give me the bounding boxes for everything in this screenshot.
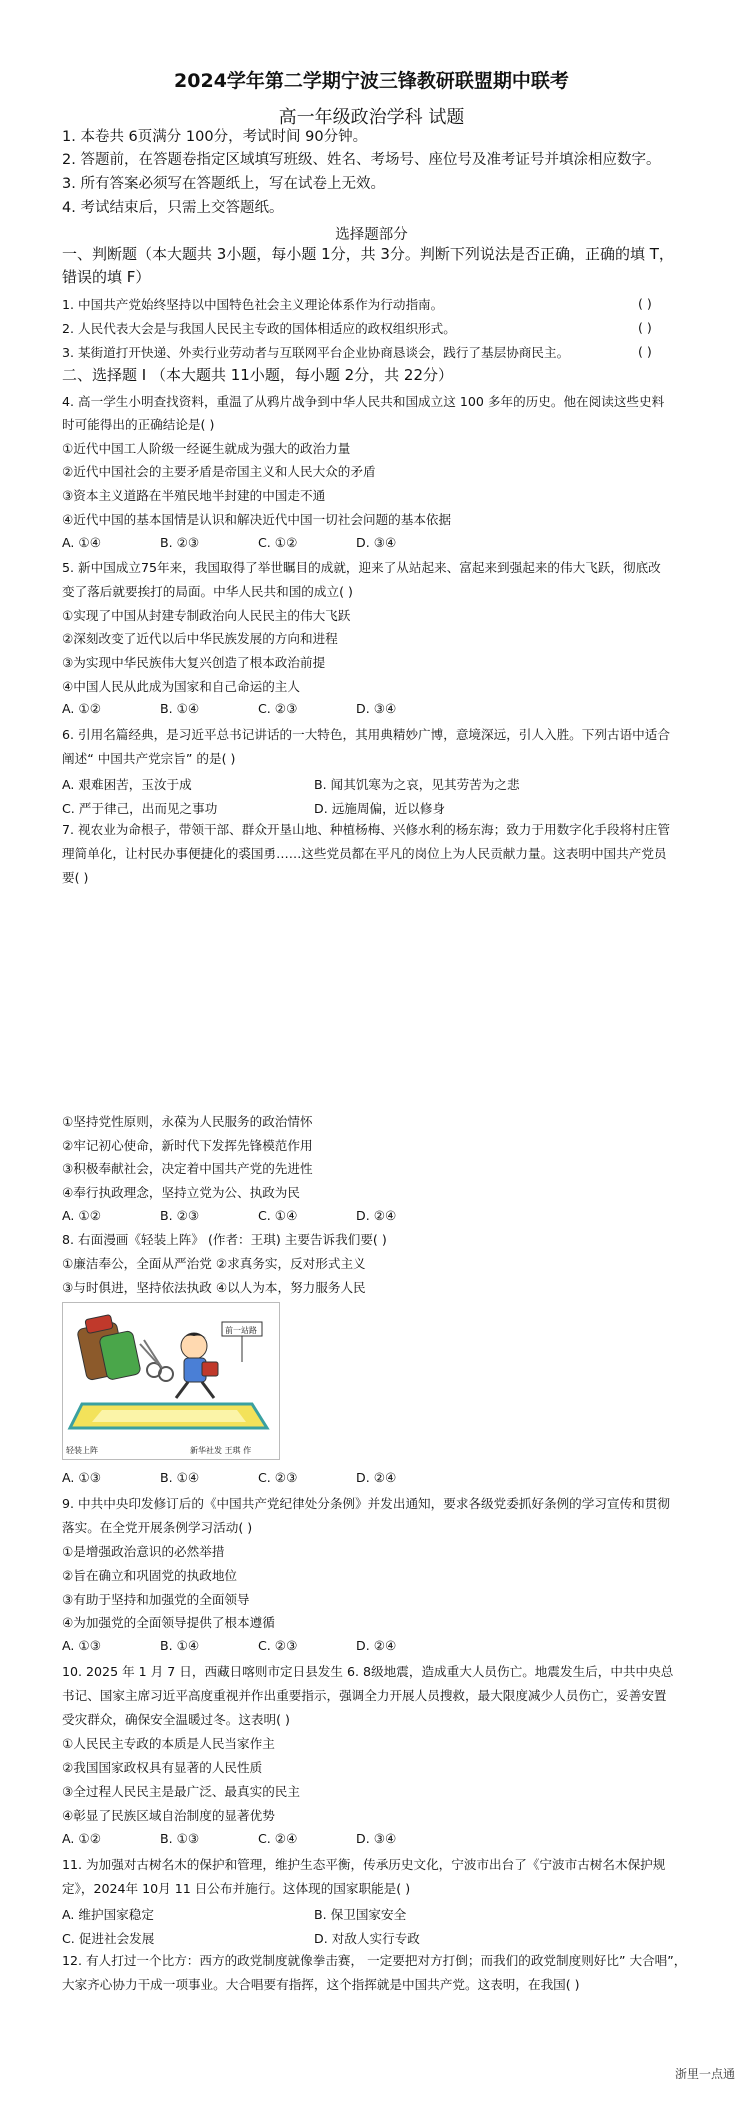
exam-title: 2024学年第二学期宁波三锋教研联盟期中联考 bbox=[174, 70, 569, 92]
q4-options bbox=[62, 535, 454, 550]
q6-option-d: D. 远施周偏，近以修身 bbox=[314, 801, 446, 816]
track-inner bbox=[92, 1410, 246, 1422]
part2-heading: 二、选择题 I （本大题共 11小题，每小题 2分，共 22分） bbox=[62, 366, 453, 384]
q7-options bbox=[62, 1208, 454, 1223]
q10-statement-1: ①人民民主专政的本质是人民当家作主 bbox=[62, 1736, 275, 1751]
cartoon-caption-left: 轻装上阵 bbox=[66, 1446, 98, 1455]
q4-statement-2: ②近代中国社会的主要矛盾是帝国主义和人民大众的矛盾 bbox=[62, 464, 376, 479]
q5-option-b: B. ①④ bbox=[160, 701, 200, 716]
exam-subtitle: 高一年级政治学科 试题 bbox=[278, 107, 465, 128]
part1-heading-cont: 错误的填 F） bbox=[62, 268, 151, 286]
q12-stem: 12. 有人打过一个比方：西方的政党制度就像拳击赛， 一定要把对方打倒；而我们的政党制度则好比” 大合唱”， bbox=[62, 1953, 687, 1968]
q4-stem: 4. 高一学生小明查找资料，重温了从鸦片战争到中华人民共和国成立这 100 多年的历史。他在阅读这些史料 bbox=[62, 394, 665, 409]
q8-option-d: D. ②④ bbox=[356, 1470, 397, 1485]
q5-statement-4: ④中国人民从此成为国家和自己命运的主人 bbox=[62, 679, 300, 694]
q8-statements-1-2: ①廉洁奉公，全面从严治党 ②求真务实，反对形式主义 bbox=[62, 1256, 366, 1271]
q8-option-a: A. ①③ bbox=[62, 1470, 101, 1485]
q10-option-d: D. ③④ bbox=[356, 1831, 397, 1846]
q10-statement-2: ②我国国家政权具有显著的人民性质 bbox=[62, 1760, 263, 1775]
q5-stem: 5. 新中国成立75年来，我国取得了举世瞩目的成就，迎来了从站起来、富起来到强起来的伟大飞跃，彻底改 bbox=[62, 560, 661, 575]
part1-heading: 一、判断题（本大题共 3小题，每小题 1分，共 3分。判断下列说法是否正确，正确的填 T， bbox=[62, 245, 674, 263]
q8-option-b: B. ①④ bbox=[160, 1470, 200, 1485]
note-3: 3. 所有答案必须写在答题纸上，写在试卷上无效。 bbox=[62, 176, 385, 192]
q4-stem-cont: 时可能得出的正确结论是( ) bbox=[62, 417, 215, 432]
q11-options-row1 bbox=[62, 1904, 566, 1923]
answer-paren-3: ( ) bbox=[638, 344, 652, 359]
q7-option-b: B. ②③ bbox=[160, 1208, 200, 1223]
q4-statement-1: ①近代中国工人阶级一经诞生就成为强大的政治力量 bbox=[62, 441, 351, 456]
q7-stem: 7. 视农业为命根子，带领干部、群众开垦山地、种植杨梅、兴修水利的杨东海；致力于用数字化手段将村庄管 bbox=[62, 822, 670, 837]
q10-option-a: A. ①② bbox=[62, 1831, 101, 1846]
q5-option-d: D. ③④ bbox=[356, 701, 397, 716]
q7-option-c: C. ①④ bbox=[258, 1208, 298, 1223]
sign-text: 前一站路 bbox=[225, 1326, 257, 1335]
q6-stem: 6. 引用名篇经典，是习近平总书记讲话的一大特色，其用典精妙广博，意境深远，引人入胜。下列古语中适合 bbox=[62, 727, 670, 742]
q9-options bbox=[62, 1638, 454, 1653]
q11-option-a: A. 维护国家稳定 bbox=[62, 1907, 154, 1922]
q9-statement-4: ④为加强党的全面领导提供了根本遵循 bbox=[62, 1615, 275, 1630]
judge-item-2: 2. 人民代表大会是与我国人民民主专政的国体相适应的政权组织形式。 bbox=[62, 321, 456, 336]
q4-statement-4: ④近代中国的基本国情是认识和解决近代中国一切社会问题的基本依据 bbox=[62, 512, 452, 527]
q11-options-row2 bbox=[62, 1928, 566, 1947]
q4-option-c: C. ①② bbox=[258, 535, 298, 550]
q11-stem-cont: 定》，2024年 10月 11 日公布并施行。这体现的国家职能是( ) bbox=[62, 1881, 411, 1896]
q7-statement-4: ④奉行执政理念，坚持立党为公、执政为民 bbox=[62, 1185, 300, 1200]
q7-option-a: A. ①② bbox=[62, 1208, 101, 1223]
judge-item-3: 3. 某街道打开快递、外卖行业劳动者与互联网平台企业协商恳谈会，践行了基层协商民主。 bbox=[62, 345, 570, 360]
q6-options-row2 bbox=[62, 798, 566, 817]
q6-option-b: B. 闻其饥寒为之哀，见其劳苦为之悲 bbox=[314, 777, 520, 792]
section-label: 选择题部分 bbox=[335, 227, 408, 243]
q9-statement-3: ③有助于坚持和加强党的全面领导 bbox=[62, 1592, 250, 1607]
q5-option-c: C. ②③ bbox=[258, 701, 298, 716]
q4-statement-3: ③资本主义道路在半殖民地半封建的中国走不通 bbox=[62, 488, 326, 503]
q5-statement-3: ③为实现中华民族伟大复兴创造了根本政治前提 bbox=[62, 655, 326, 670]
q11-option-c: C. 促进社会发展 bbox=[62, 1931, 155, 1946]
q7-option-d: D. ②④ bbox=[356, 1208, 397, 1223]
cartoon-light-load bbox=[62, 1302, 280, 1460]
q8-stem: 8. 右面漫画《轻装上阵》 (作者：王琪) 主要告诉我们要( ) bbox=[62, 1232, 387, 1247]
q11-stem: 11. 为加强对古树名木的保护和管理，维护生态平衡，传承历史文化，宁波市出台了《宁波市古树名木保护规 bbox=[62, 1857, 666, 1872]
q5-statement-2: ②深刻改变了近代以后中华民族发展的方向和进程 bbox=[62, 631, 338, 646]
q10-option-b: B. ①③ bbox=[160, 1831, 200, 1846]
q9-stem-cont: 落实。在全党开展条例学习活动( ) bbox=[62, 1520, 253, 1535]
q9-option-a: A. ①③ bbox=[62, 1638, 101, 1653]
q10-options bbox=[62, 1831, 454, 1846]
q4-option-b: B. ②③ bbox=[160, 535, 200, 550]
q9-option-b: B. ①④ bbox=[160, 1638, 200, 1653]
q9-option-d: D. ②④ bbox=[356, 1638, 397, 1653]
q10-statement-3: ③全过程人民民主是最广泛、最真实的民主 bbox=[62, 1784, 300, 1799]
q9-stem: 9. 中共中央印发修订后的《中国共产党纪律处分条例》并发出通知，要求各级党委抓好条例的学习宣传和贯彻 bbox=[62, 1496, 670, 1511]
q4-option-d: D. ③④ bbox=[356, 535, 397, 550]
watermark: 浙里一点通 bbox=[674, 2067, 735, 2081]
judge-item-1: 1. 中国共产党始终坚持以中国特色社会主义理论体系作为行动指南。 bbox=[62, 297, 444, 312]
note-1: 1. 本卷共 6页满分 100分，考试时间 90分钟。 bbox=[62, 129, 368, 145]
q10-option-c: C. ②④ bbox=[258, 1831, 298, 1846]
q5-stem-cont: 变了落后就要挨打的局面。中华人民共和国的成立( ) bbox=[62, 584, 353, 599]
q7-stem-cont: 理简单化，让村民办事便捷化的裘国勇……这些党员都在平凡的岗位上为人民贡献力量。这表明中国共产党员 bbox=[62, 846, 667, 861]
q9-statement-1: ①是增强政治意识的必然举措 bbox=[62, 1544, 225, 1559]
q5-options bbox=[62, 701, 454, 716]
q10-stem-end: 受灾群众，确保安全温暖过冬。这表明( ) bbox=[62, 1712, 290, 1727]
q6-option-c: C. 严于律己，出而见之事功 bbox=[62, 801, 218, 816]
q11-option-d: D. 对敌人实行专政 bbox=[314, 1931, 420, 1946]
cartoon-caption-right: 新华社发 王琪 作 bbox=[190, 1446, 252, 1455]
q4-option-a: A. ①④ bbox=[62, 535, 101, 550]
q8-statements-3-4: ③与时俱进，坚持依法执政 ④以人为本，努力服务人民 bbox=[62, 1280, 366, 1295]
q10-stem: 10. 2025 年 1 月 7 日，西藏日喀则市定日县发生 6. 8级地震，造成重大人员伤亡。地震发生后，中共中央总 bbox=[62, 1664, 674, 1679]
q10-stem-cont: 书记、国家主席习近平高度重视并作出重要指示，强调全力开展人员搜救，最大限度减少人员伤亡，妥善安置 bbox=[62, 1688, 667, 1703]
q8-options bbox=[62, 1470, 454, 1485]
answer-paren-1: ( ) bbox=[638, 296, 652, 311]
q9-option-c: C. ②③ bbox=[258, 1638, 298, 1653]
note-4: 4. 考试结束后，只需上交答题纸。 bbox=[62, 200, 284, 216]
q6-options-row1 bbox=[62, 774, 566, 793]
q5-statement-1: ①实现了中国从封建专制政治向人民民主的伟大飞跃 bbox=[62, 608, 351, 623]
q10-statement-4: ④彰显了民族区域自治制度的显著优势 bbox=[62, 1808, 275, 1823]
q8-option-c: C. ②③ bbox=[258, 1470, 298, 1485]
q6-stem-cont: 阐述“ 中国共产党宗旨” 的是( ) bbox=[62, 751, 236, 766]
q9-statement-2: ②旨在确立和巩固党的执政地位 bbox=[62, 1568, 238, 1583]
cartoon-illustration bbox=[62, 1302, 280, 1460]
q5-option-a: A. ①② bbox=[62, 701, 101, 716]
q12-stem-cont: 大家齐心协力干成一项事业。大合唱要有指挥，这个指挥就是中国共产党。这表明，在我国( ) bbox=[62, 1977, 580, 1992]
q7-statement-1: ①坚持党性原则，永葆为人民服务的政治情怀 bbox=[62, 1114, 313, 1129]
answer-paren-2: ( ) bbox=[638, 320, 652, 335]
q7-statement-3: ③积极奉献社会，决定着中国共产党的先进性 bbox=[62, 1161, 313, 1176]
q7-stem-end: 要( ) bbox=[62, 870, 89, 885]
q7-statement-2: ②牢记初心使命，新时代下发挥先锋模范作用 bbox=[62, 1138, 313, 1153]
q6-option-a: A. 艰难困苦，玉汝于成 bbox=[62, 777, 192, 792]
q11-option-b: B. 保卫国家安全 bbox=[314, 1907, 407, 1922]
note-2: 2. 答题前，在答题卷指定区域填写班级、姓名、考场号、座位号及准考证号并填涂相应数字。 bbox=[62, 152, 661, 168]
